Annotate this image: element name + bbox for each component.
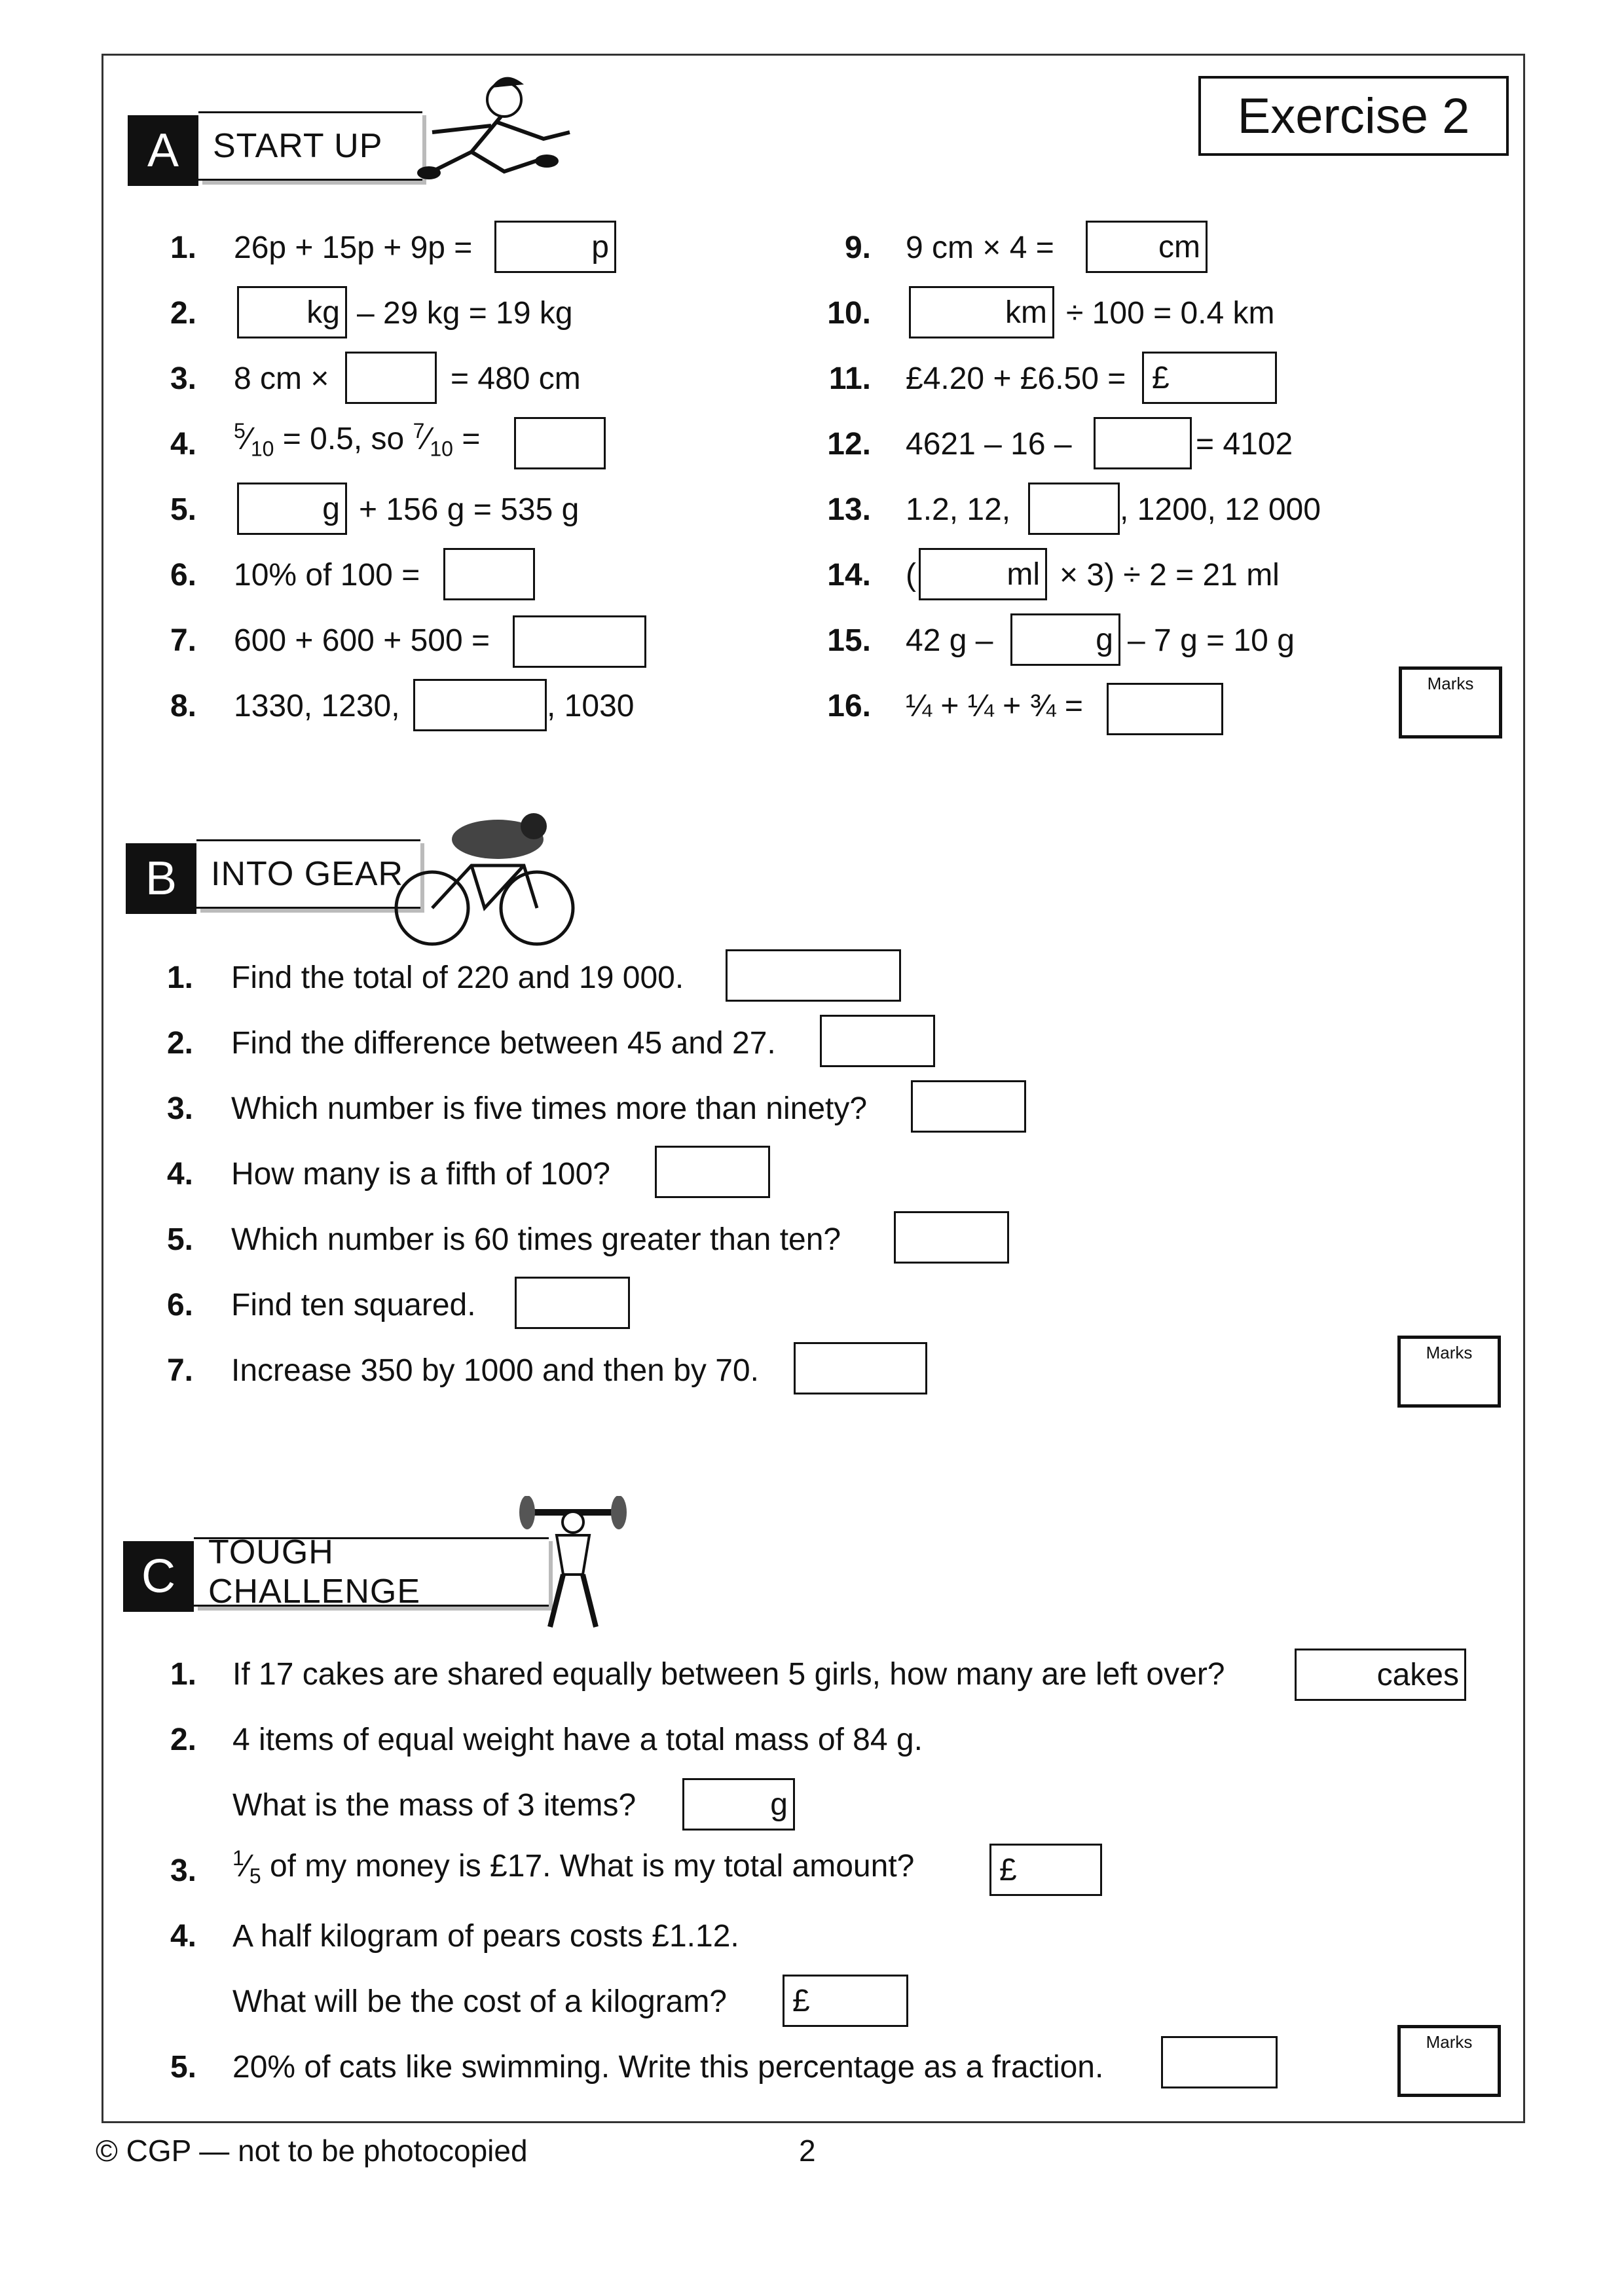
a-q3-answer-box[interactable] [345,352,437,404]
a-q12-text-after: = 4102 [1196,427,1293,462]
a-q15-unit: g [1096,622,1113,657]
b-q6-number: 6. [166,1288,193,1322]
a-q1-text: 26p + 15p + 9p = [234,230,473,265]
a-q8-number: 8. [170,689,196,723]
a-q10-unit: km [1005,295,1047,330]
section-a-letter: A [128,115,198,186]
c-q4-number: 4. [170,1919,196,1954]
b-q3-text: Which number is five times more than ninety? [231,1091,868,1126]
a-q6-number: 6. [170,558,196,592]
c-q1-answer-box[interactable] [1295,1649,1466,1701]
a-q3-number: 3. [170,361,196,396]
a-q15-answer-box[interactable] [1010,613,1120,666]
a-q9-unit: cm [1158,229,1200,264]
a-q7-text: 600 + 600 + 500 = [234,623,490,658]
a-q8-text-after: , 1030 [547,689,635,723]
a-q9-answer-box[interactable] [1086,221,1208,273]
a-q11-answer-box[interactable] [1142,352,1277,404]
c-q1-text: If 17 cakes are shared equally between 5 girls, how many are left over? [232,1657,1225,1692]
runner-illustration [393,73,589,204]
a-q1-unit: p [591,229,609,264]
c-q4-unit: £ [792,1983,810,2018]
b-q3-answer-box[interactable] [911,1080,1026,1133]
a-q15-text-before: 42 g – [906,623,993,658]
c-q3-fraction-denominator: 5 [249,1864,261,1888]
b-q5-number: 5. [166,1222,193,1257]
a-q6-answer-box[interactable] [443,548,535,600]
a-q4-number: 4. [170,427,196,462]
a-q14-text-after: × 3) ÷ 2 = 21 ml [1060,558,1280,592]
b-q1-number: 1. [166,960,193,995]
c-q2-text-line2: What is the mass of 3 items? [232,1788,637,1823]
c-q5-answer-box[interactable] [1161,2036,1278,2088]
section-b-marks-box[interactable] [1397,1336,1501,1408]
a-q14-number: 14. [827,558,871,592]
a-q15-text-after: – 7 g = 10 g [1128,623,1295,658]
section-c-title: TOUGH CHALLENGE [194,1537,549,1607]
a-q13-number: 13. [827,492,871,527]
a-q10-text: ÷ 100 = 0.4 km [1066,296,1275,331]
c-q5-number: 5. [170,2050,196,2085]
a-q2-unit: kg [306,295,340,330]
b-q1-answer-box[interactable] [726,949,901,1002]
section-a-title: START UP [198,111,422,181]
a-q9-number: 9. [844,230,871,265]
a-q12-text-before: 4621 – 16 – [906,427,1072,462]
a-q6-text: 10% of 100 = [234,558,420,592]
a-q10-answer-box[interactable] [909,286,1054,338]
a-q12-answer-box[interactable] [1094,417,1192,469]
section-c-marks-box[interactable] [1397,2025,1501,2097]
c-q2-number: 2. [170,1722,196,1757]
a-q4-fraction2-denominator: 10 [430,437,453,461]
c-q3-text: $^1⁄_5$ of my money is £17. What is my total amount? [232,1846,915,1888]
a-q4-fraction1-numerator: 5 [234,419,246,443]
a-q11-number: 11. [828,361,871,396]
b-q4-number: 4. [166,1157,193,1192]
a-q14-text-before: ( [906,558,916,592]
c-q3-text-body: of my money is £17. What is my total amount? [269,1849,915,1884]
c-q5-text: 20% of cats like swimming. Write this percentage as a fraction. [232,2050,1104,2085]
a-q3-text-before: 8 cm × [234,361,329,396]
a-q5-number: 5. [170,492,196,527]
a-q14-answer-box[interactable] [919,548,1047,600]
b-q4-text: How many is a fifth of 100? [231,1157,610,1192]
c-q2-answer-box[interactable] [682,1778,795,1831]
a-q5-unit: g [322,491,340,526]
a-q9-text: 9 cm × 4 = [906,230,1054,265]
c-q3-unit: £ [999,1852,1017,1887]
exercise-title: Exercise 2 [1198,76,1509,156]
page-number: 2 [799,2134,816,2168]
b-q2-text: Find the difference between 45 and 27. [231,1026,776,1061]
b-q1-text: Find the total of 220 and 19 000. [231,960,684,995]
a-q13-text-before: 1.2, 12, [906,492,1011,527]
a-q2-text: – 29 kg = 19 kg [357,296,573,331]
a-q4-answer-box[interactable] [514,417,606,469]
b-q7-number: 7. [166,1353,193,1388]
a-q1-answer-box[interactable] [494,221,616,273]
b-q6-answer-box[interactable] [515,1277,630,1329]
c-q3-fraction-numerator: 1 [232,1846,244,1870]
a-q16-text: ¼ + ¼ + ¾ = [906,689,1083,723]
a-q4-fraction2-numerator: 7 [413,419,425,443]
a-q4-fraction1-denominator: 10 [250,437,274,461]
a-q11-text: £4.20 + £6.50 = [906,361,1126,396]
a-q10-number: 10. [827,296,871,331]
a-q8-answer-box[interactable] [413,679,547,731]
a-q13-text-after: , 1200, 12 000 [1120,492,1321,527]
a-q7-answer-box[interactable] [513,615,646,668]
section-b-title: INTO GEAR [196,839,420,909]
cyclist-illustration [393,793,583,951]
a-q2-number: 2. [170,296,196,331]
a-q13-answer-box[interactable] [1028,483,1120,535]
c-q4-answer-box[interactable] [783,1975,908,2027]
c-q1-unit: cakes [1376,1657,1459,1692]
section-c-marks-label: Marks [1426,2032,1473,2052]
c-q1-number: 1. [170,1657,196,1692]
a-q14-unit: ml [1006,556,1040,592]
c-q2-unit: g [770,1787,788,1822]
c-q3-answer-box[interactable] [989,1844,1102,1896]
a-q5-text: + 156 g = 535 g [359,492,580,527]
a-q5-answer-box[interactable] [237,483,347,535]
weightlifter-illustration [517,1496,629,1640]
b-q2-answer-box[interactable] [820,1015,935,1067]
a-q12-number: 12. [827,427,871,462]
a-q1-number: 1. [170,230,196,265]
a-q2-answer-box[interactable] [237,286,347,338]
b-q5-answer-box[interactable] [894,1211,1009,1264]
a-q16-answer-box[interactable] [1107,683,1223,735]
a-q7-number: 7. [170,623,196,658]
b-q7-text: Increase 350 by 1000 and then by 70. [231,1353,759,1388]
c-q4-text-line2: What will be the cost of a kilogram? [232,1984,727,2019]
footer-copyright: © CGP — not to be photocopied [96,2134,528,2168]
a-q3-text-after: = 480 cm [451,361,581,396]
b-q5-text: Which number is 60 times greater than ten? [231,1222,841,1257]
section-c-letter: C [123,1541,194,1612]
c-q3-number: 3. [170,1853,196,1888]
a-q16-number: 16. [827,689,871,723]
a-q4-equals: = [462,422,481,456]
a-q8-text-before: 1330, 1230, [234,689,400,723]
section-b-marks-label: Marks [1426,1343,1473,1362]
a-q15-number: 15. [827,623,871,658]
a-q4-middle: = 0.5, so [282,422,405,456]
a-q4-text: $^5⁄_{10} = 0.5$, so $^7⁄_{10}$ = [234,419,481,461]
b-q4-answer-box[interactable] [655,1146,770,1198]
section-a-marks-label: Marks [1427,674,1474,693]
section-a-marks-box[interactable] [1399,666,1502,738]
a-q11-unit: £ [1152,360,1170,395]
c-q2-text: 4 items of equal weight have a total mass of 84 g. [232,1722,923,1757]
b-q2-number: 2. [166,1026,193,1061]
section-b-letter: B [126,843,196,914]
b-q3-number: 3. [166,1091,193,1126]
c-q4-text: A half kilogram of pears costs £1.12. [232,1919,739,1954]
b-q7-answer-box[interactable] [794,1342,927,1394]
b-q6-text: Find ten squared. [231,1288,476,1322]
